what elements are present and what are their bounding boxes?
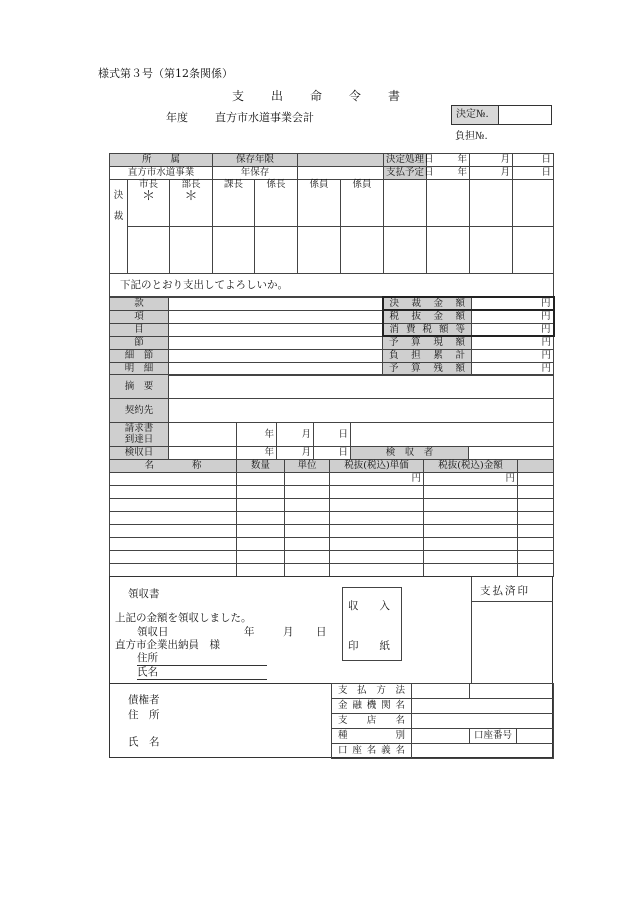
item-cell[interactable] [518, 512, 554, 525]
pre-tax-amount-label: 税抜金額 [383, 310, 472, 323]
page-title: 支 出 命 令 書 [232, 89, 402, 103]
approval-stamp-cell[interactable] [341, 227, 384, 274]
payment-day[interactable]: 日 [513, 167, 554, 180]
item-cell[interactable] [285, 473, 330, 486]
account-name-label: 口座名義名 [332, 744, 412, 759]
receipt-name-field[interactable] [137, 667, 267, 680]
item-name-header: 名 称 [110, 460, 237, 473]
receipt-addressee: 直方市企業出納員 様 [115, 639, 220, 651]
budget-remaining-label: 予算残額 [383, 362, 472, 375]
item-cell[interactable] [110, 538, 237, 551]
approval-stamp-cell[interactable] [213, 227, 255, 274]
items-table [109, 459, 554, 577]
item-cell[interactable] [330, 499, 424, 512]
account-type-label: 種 別 [332, 729, 412, 744]
receipt-name-label: 氏名 [137, 666, 158, 678]
item-cell[interactable] [285, 525, 330, 538]
item-cell[interactable] [285, 538, 330, 551]
invoice-month[interactable]: 月 [277, 423, 314, 447]
current-budget-label: 予算現額 [383, 336, 472, 349]
budget-label-kan: 款 [110, 297, 169, 310]
budget-label-moku: 目 [110, 323, 169, 336]
item-cell[interactable] [110, 564, 237, 577]
creditor-label: 債権者 [128, 694, 160, 706]
budget-value[interactable] [169, 310, 383, 323]
payment-month[interactable]: 月 [470, 167, 513, 180]
item-cell[interactable] [424, 512, 518, 525]
pre-tax-amount[interactable]: 円 [472, 310, 554, 323]
creditor-name-label: 氏 名 [128, 736, 160, 748]
item-cell[interactable] [518, 473, 554, 486]
inspection-date-blank [169, 447, 237, 460]
budget-label-kou: 項 [110, 310, 169, 323]
item-cell[interactable] [285, 551, 330, 564]
payment-date-label: 支払予定日 [384, 167, 427, 180]
item-cell[interactable] [285, 486, 330, 499]
bank-table [331, 683, 554, 759]
branch-value[interactable] [412, 714, 554, 729]
unit-price-header: 税抜(税込)単価 [330, 460, 424, 473]
item-cell[interactable] [237, 512, 285, 525]
paid-stamp-label: 支払済印 [480, 585, 530, 597]
approval-cell[interactable] [427, 180, 470, 227]
approval-stamp-cell[interactable] [470, 227, 513, 274]
fiscal-year-label: 年度 [166, 111, 188, 124]
approval-stamp-cell[interactable] [384, 227, 427, 274]
item-cell[interactable] [285, 564, 330, 577]
payment-method-label: 支払方法 [332, 684, 412, 699]
budget-value[interactable] [169, 349, 383, 362]
summary-label: 摘 要 [110, 375, 169, 399]
approved-amount[interactable]: 円 [472, 297, 554, 310]
receipt-text: 上記の金額を領収しました。 [115, 612, 252, 624]
approval-stamp-cell[interactable] [128, 227, 170, 274]
receipt-month[interactable]: 月 [283, 626, 294, 638]
quantity-header: 数量 [237, 460, 285, 473]
budget-table [109, 296, 555, 376]
decision-day[interactable]: 日 [513, 154, 554, 167]
asterisk-mark: ＊ [184, 188, 198, 204]
payment-method-blank [470, 684, 554, 699]
receipt-day[interactable]: 日 [316, 626, 327, 638]
budget-value[interactable] [169, 323, 383, 336]
budget-value[interactable] [169, 297, 383, 310]
account-number-label: 口座番号 [470, 729, 517, 744]
budget-value[interactable] [169, 336, 383, 349]
payee-value[interactable] [169, 399, 554, 423]
decision-number-box[interactable] [451, 105, 552, 125]
approval-stamp-cell[interactable] [513, 227, 554, 274]
affiliation-header: 所 属 [110, 154, 213, 167]
approval-cell[interactable] [470, 180, 513, 227]
account-name-value[interactable] [412, 744, 554, 759]
invoice-day[interactable]: 日 [314, 423, 351, 447]
retention-header: 保存年限 [213, 154, 298, 167]
payment-method-value[interactable] [412, 684, 470, 699]
budget-label-meisai: 明 細 [110, 362, 169, 375]
asterisk-mark: ＊ [141, 188, 155, 204]
item-cell[interactable] [330, 525, 424, 538]
payment-year[interactable]: 年 [427, 167, 470, 180]
approver-mayor[interactable]: 市長 ＊ [128, 180, 170, 227]
inspector-label: 検 収 者 [351, 447, 469, 460]
receipt-address-label: 住所 [137, 652, 158, 664]
inspector-value[interactable] [469, 447, 554, 460]
item-cell[interactable] [110, 499, 237, 512]
summary-value[interactable] [169, 375, 554, 399]
item-cell[interactable] [237, 551, 285, 564]
inspection-day[interactable]: 日 [314, 447, 351, 460]
item-cell[interactable] [110, 512, 237, 525]
bank-value[interactable] [412, 699, 554, 714]
inspection-month[interactable]: 月 [277, 447, 314, 460]
approval-stamp-cell[interactable] [170, 227, 213, 274]
item-cell[interactable] [518, 525, 554, 538]
details-table [109, 374, 554, 460]
burden-total[interactable]: 円 [472, 349, 554, 362]
item-cell[interactable] [330, 551, 424, 564]
item-cell[interactable] [110, 525, 237, 538]
invoice-year[interactable]: 年 [237, 423, 277, 447]
item-cell[interactable] [285, 512, 330, 525]
receipt-address-field[interactable] [137, 653, 267, 666]
revenue-stamp-top: 収 入 [348, 600, 390, 612]
invoice-date-label: 請求書 到達日 [110, 423, 169, 447]
item-cell[interactable] [330, 486, 424, 499]
amount-header: 税抜(税込)金額 [424, 460, 518, 473]
item-cell[interactable] [110, 473, 237, 486]
burden-total-label: 負担累計 [383, 349, 472, 362]
item-cell[interactable] [518, 564, 554, 577]
item-cell[interactable] [518, 486, 554, 499]
consumption-tax-label: 消費税額等 [383, 323, 472, 336]
retention-value[interactable]: 年保存 [213, 167, 298, 180]
decision-date-label: 決定処理日 [384, 154, 427, 167]
budget-label-setsu: 節 [110, 336, 169, 349]
current-budget[interactable]: 円 [472, 336, 554, 349]
item-cell[interactable] [424, 486, 518, 499]
item-cell[interactable] [110, 486, 237, 499]
item-cell[interactable] [518, 538, 554, 551]
item-cell[interactable] [237, 486, 285, 499]
blank-header [298, 154, 384, 167]
approver-staff-1[interactable]: 係員 [298, 180, 341, 227]
decision-number-label: 決定№. [456, 109, 489, 120]
approver-staff-2[interactable]: 係員 [341, 180, 384, 227]
item-cell[interactable] [424, 538, 518, 551]
approver-unit-chief[interactable]: 係長 [255, 180, 298, 227]
receipt-title: 領収書 [128, 588, 160, 600]
item-cell[interactable] [237, 564, 285, 577]
approval-table [109, 153, 554, 297]
budget-label-saisetsu: 細 節 [110, 349, 169, 362]
receipt-year[interactable]: 年 [244, 626, 255, 638]
approval-cell[interactable] [384, 180, 427, 227]
approval-stamp-cell[interactable] [255, 227, 298, 274]
inspection-date-label: 検収日 [110, 447, 169, 460]
decision-month[interactable]: 月 [470, 154, 513, 167]
approval-label: 決 裁 [110, 180, 128, 274]
request-text: 下記のとおり支出してよろしいか。 [110, 274, 554, 297]
amount-cell[interactable]: 円 [424, 473, 518, 486]
item-cell[interactable] [424, 499, 518, 512]
approval-stamp-cell[interactable] [298, 227, 341, 274]
payee-label: 契約先 [110, 399, 169, 423]
accounting-name: 直方市水道事業会計 [215, 111, 314, 124]
item-cell[interactable] [110, 551, 237, 564]
invoice-date-blank [169, 423, 237, 447]
approver-director[interactable]: 部長 ＊ [170, 180, 213, 227]
burden-number-label: 負担№. [455, 131, 488, 142]
item-cell[interactable] [518, 551, 554, 564]
inspection-year[interactable]: 年 [237, 447, 277, 460]
blank-header [518, 460, 554, 473]
form-number: 様式第３号（第12条関係） [98, 67, 233, 80]
item-cell[interactable] [330, 538, 424, 551]
unit-price-cell[interactable]: 円 [330, 473, 424, 486]
unit-header: 単位 [285, 460, 330, 473]
item-cell[interactable] [330, 512, 424, 525]
item-cell[interactable] [237, 499, 285, 512]
item-cell[interactable] [518, 499, 554, 512]
item-cell[interactable] [237, 538, 285, 551]
approver-section-chief[interactable]: 課長 [213, 180, 255, 227]
item-cell[interactable] [424, 525, 518, 538]
consumption-tax[interactable]: 円 [472, 323, 554, 336]
invoice-blank [351, 423, 554, 447]
approval-stamp-cell[interactable] [427, 227, 470, 274]
receipt-date-label: 領収日 [137, 626, 169, 638]
bank-label: 金融機関名 [332, 699, 412, 714]
revenue-stamp-bottom: 印 紙 [348, 640, 390, 652]
account-number-value[interactable] [517, 729, 554, 744]
branch-label: 支店名 [332, 714, 412, 729]
affiliation-value: 直方市水道事業 [110, 167, 213, 180]
blank-cell [298, 167, 384, 180]
item-cell[interactable] [285, 499, 330, 512]
creditor-address-label: 住 所 [128, 709, 160, 721]
decision-year[interactable]: 年 [427, 154, 470, 167]
approval-cell[interactable] [513, 180, 554, 227]
item-cell[interactable] [237, 525, 285, 538]
account-type-value[interactable] [412, 729, 470, 744]
item-cell[interactable] [237, 473, 285, 486]
item-cell[interactable] [330, 564, 424, 577]
approved-amount-label: 決裁金額 [383, 297, 472, 310]
item-cell[interactable] [424, 551, 518, 564]
item-cell[interactable] [424, 564, 518, 577]
budget-remaining[interactable]: 円 [472, 362, 554, 375]
